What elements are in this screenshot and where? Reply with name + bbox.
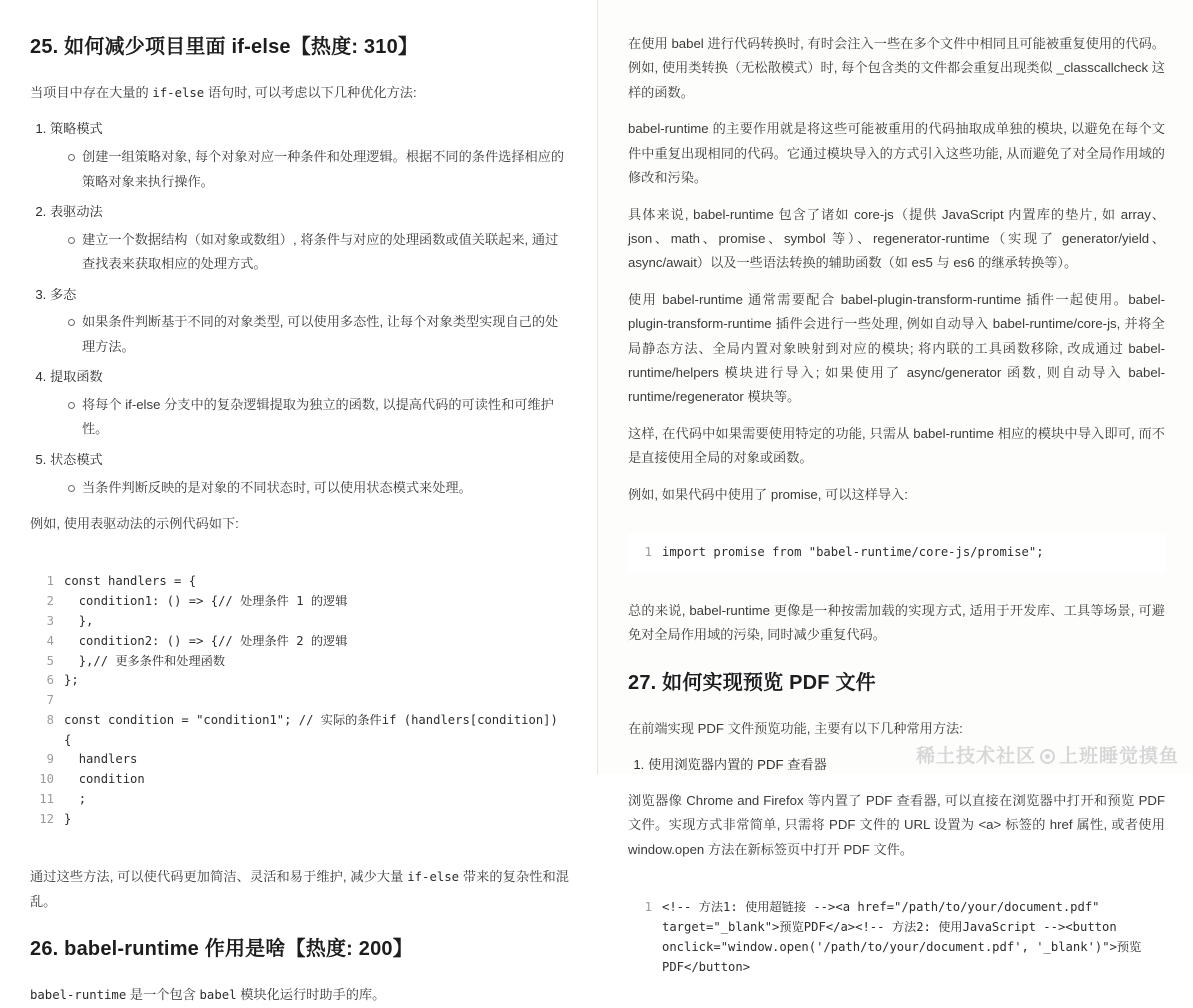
babel-paragraph-6: 例如, 如果代码中使用了 promise, 可以这样导入: bbox=[628, 486, 908, 502]
method-title: 表驱动法 bbox=[50, 204, 103, 220]
outro-text-a: 通过这些方法, 可以使代码更加简洁、灵活和易于维护, 减少大量 bbox=[30, 869, 408, 885]
code-text: import promise from "babel-runtime/core-js/promise"; bbox=[662, 545, 1044, 560]
line-number: 10 bbox=[39, 772, 54, 787]
babel-paragraph-2: babel-runtime 的主要作用就是将这些可能被重用的代码抽取成单独的模块, 以避免在每个文件中重复出现相同的代码。它通过模块导入的方式引入这些功能, 从而避免了对全局作用域的修改和污染。 bbox=[628, 121, 1165, 186]
list-item bbox=[50, 200, 569, 277]
code-text: <!-- 方法1: 使用超链接 --><a href="/path/to/your/document.pdf" target="_blank">预览PDF</a><!-- 方法2: 使用JavaScript --><button onclick="window.open('/path/to/your/document.pdf', '_blank')">预览PDF</button> bbox=[662, 900, 1142, 974]
method-details bbox=[50, 145, 569, 194]
babel-paragraph-1: 在使用 babel 进行代码转换时, 有时会注入一些在多个文件中相同且可能被重复使用的代码。例如, 使用类转换（无松散模式）时, 每个包含类的文件都会重复出现类似 _classcallcheck 这样的函数。 bbox=[628, 36, 1165, 100]
code-line bbox=[30, 652, 569, 672]
code-text: ; bbox=[64, 791, 87, 806]
section-25-outro bbox=[30, 865, 569, 914]
code-line bbox=[628, 898, 1165, 977]
line-number: 3 bbox=[46, 614, 54, 628]
list-item: 创建一组策略对象, 每个对象对应一种条件和处理逻辑。根据不同的条件选择相应的策略对象来执行操作。 bbox=[68, 145, 569, 194]
list-item: 建立一个数据结构（如对象或数组）, 将条件与对应的处理函数或值关联起来, 通过查找表来获取相应的处理方式。 bbox=[68, 228, 569, 277]
code-text: } bbox=[64, 811, 72, 826]
list-item: 如果条件判断基于不同的对象类型, 可以使用多态性, 让每个对象类型实现自己的处理方法。 bbox=[68, 310, 569, 359]
method-details bbox=[50, 476, 569, 500]
code-line bbox=[30, 612, 569, 632]
line-number: 1 bbox=[644, 900, 652, 915]
code-line bbox=[30, 770, 569, 790]
line-number: 1 bbox=[644, 545, 652, 560]
method-details bbox=[50, 228, 569, 277]
section-27-heading: 27. 如何实现预览 PDF 文件 bbox=[628, 671, 876, 694]
inline-code-babel-runtime: babel-runtime bbox=[30, 988, 127, 1003]
code-line bbox=[30, 790, 569, 810]
babel-paragraph-7: 总的来说, babel-runtime 更像是一种按需加载的实现方式, 适用于开发库、工具等场景, 可避免对全局作用域的污染, 同时减少重复代码。 bbox=[628, 602, 1165, 643]
babel-paragraph-3: 具体来说, babel-runtime 包含了诸如 core-js（提供 JavaScript 内置库的垫片, 如 array、json、math、promise、symbol 等）、regenerator-runtime（实现了 generator/yield、async/await）以及一些语法转换的辅助函数（如 es5 与 es6 的继承转换等）。 bbox=[628, 206, 1165, 271]
section-26-paragraph bbox=[30, 983, 569, 1007]
method-details bbox=[50, 393, 569, 442]
code-line bbox=[30, 572, 569, 592]
code-line bbox=[30, 750, 569, 770]
line-number: 12 bbox=[39, 811, 54, 826]
pdf-methods-list bbox=[628, 753, 1165, 777]
line-number: 7 bbox=[46, 693, 54, 708]
para-text-b: 模块化运行时助手的库。 bbox=[236, 987, 386, 1003]
list-item bbox=[50, 117, 569, 194]
section-25-example-lead: 例如, 使用表驱动法的示例代码如下: bbox=[30, 516, 239, 532]
line-number: 6 bbox=[46, 673, 54, 688]
section-27-lead: 在前端实现 PDF 文件预览功能, 主要有以下几种常用方法: bbox=[628, 720, 963, 736]
list-item: 当条件判断反映的是对象的不同状态时, 可以使用状态模式来处理。 bbox=[68, 476, 569, 500]
code-text: const handlers = { bbox=[64, 574, 197, 589]
section-25-heading: 25. 如何减少项目里面 if-else【热度: 310】 bbox=[30, 36, 419, 58]
section-27-paragraph-1: 浏览器像 Chrome and Firefox 等内置了 PDF 查看器, 可以直接在浏览器中打开和预览 PDF 文件。实现方式非常简单, 只需将 PDF 文件的 URL 设置为 <a> 标签的 href 属性, 或者使用 window.open 方法在新标签页中打开 PDF 文件。 bbox=[628, 792, 1165, 857]
method-title: 提取函数 bbox=[50, 369, 103, 385]
code-line bbox=[30, 592, 569, 612]
code-line bbox=[30, 711, 569, 751]
para-text-a: 是一个包含 bbox=[126, 987, 200, 1003]
spacer bbox=[628, 14, 1165, 20]
method-title: 多态 bbox=[50, 286, 77, 302]
code-text: condition2: () => {// 处理条件 2 的逻辑 bbox=[64, 633, 348, 648]
list-item bbox=[50, 283, 569, 360]
intro-text-a: 当项目中存在大量的 bbox=[30, 85, 153, 100]
code-line bbox=[30, 691, 569, 711]
code-line bbox=[628, 543, 1165, 563]
watermark-text-left: 稀土技术社区 bbox=[915, 746, 1036, 767]
code-text: }, bbox=[64, 614, 94, 628]
method-title: 策略模式 bbox=[50, 121, 103, 137]
line-number: 8 bbox=[46, 712, 54, 727]
code-text: },// 更多条件和处理函数 bbox=[64, 653, 226, 668]
line-number: 11 bbox=[39, 791, 54, 806]
inline-code-babel: babel bbox=[199, 988, 237, 1003]
inline-code-if-else: if-else bbox=[152, 86, 205, 100]
section-26-heading: 26. babel-runtime 作用是啥【热度: 200】 bbox=[30, 938, 413, 961]
code-text: condition bbox=[64, 772, 145, 787]
line-number: 5 bbox=[46, 653, 54, 668]
code-text: handlers bbox=[64, 752, 138, 767]
code-text: condition1: () => {// 处理条件 1 的逻辑 bbox=[64, 594, 348, 609]
list-item: 1. 使用浏览器内置的 PDF 查看器 bbox=[648, 753, 1165, 777]
line-number: 1 bbox=[46, 574, 54, 589]
code-block-import-promise bbox=[628, 533, 1165, 573]
line-number: 4 bbox=[46, 633, 54, 648]
code-text: const condition = "condition1"; // 实际的条件if (handlers[condition]) { bbox=[64, 712, 566, 747]
line-number: 9 bbox=[46, 752, 54, 767]
code-block-pdf-preview bbox=[628, 888, 1165, 987]
code-line bbox=[30, 671, 569, 691]
method-title: 状态模式 bbox=[50, 451, 103, 467]
inline-code-if-else-2: if-else bbox=[407, 870, 460, 885]
optimization-methods-list bbox=[30, 117, 569, 500]
watermark-text-right: 上班睡觉摸鱼 bbox=[1058, 746, 1179, 767]
code-block-table-driven bbox=[30, 562, 569, 839]
intro-text-b: 语句时, 可以考虑以下几种优化方法: bbox=[204, 85, 417, 100]
code-line bbox=[30, 810, 569, 830]
list-item: 将每个 if-else 分支中的复杂逻辑提取为独立的函数, 以提高代码的可读性和可维护性。 bbox=[68, 393, 569, 442]
section-25-intro bbox=[30, 81, 569, 105]
line-number: 2 bbox=[46, 594, 54, 609]
list-item bbox=[50, 365, 569, 442]
right-column bbox=[597, 0, 1193, 974]
left-column bbox=[0, 0, 597, 1003]
babel-paragraph-4: 使用 babel-runtime 通常需要配合 babel-plugin-transform-runtime 插件一起使用。babel-plugin-transform-runtime 插件会进行一些处理, 例如自动导入 babel-runtime/core-js, 并将全局静态方法、全局内置对象映射到对应的模块; 将内联的工具函数移除, 改成通过 babel-runtime/helpers 模块进行导入; 如果使用了 async/generator 函数, 则自动导入 babel-runtime/regenerator 模块等。 bbox=[628, 291, 1165, 405]
outro-text-b: 带来的复杂性和混乱。 bbox=[30, 869, 569, 909]
babel-paragraph-5: 这样, 在代码中如果需要使用特定的功能, 只需从 babel-runtime 相应的模块中导入即可, 而不是直接使用全局的对象或函数。 bbox=[628, 425, 1165, 466]
list-item bbox=[50, 448, 569, 500]
code-line bbox=[30, 632, 569, 652]
method-details bbox=[50, 310, 569, 359]
code-text: }; bbox=[64, 673, 79, 688]
